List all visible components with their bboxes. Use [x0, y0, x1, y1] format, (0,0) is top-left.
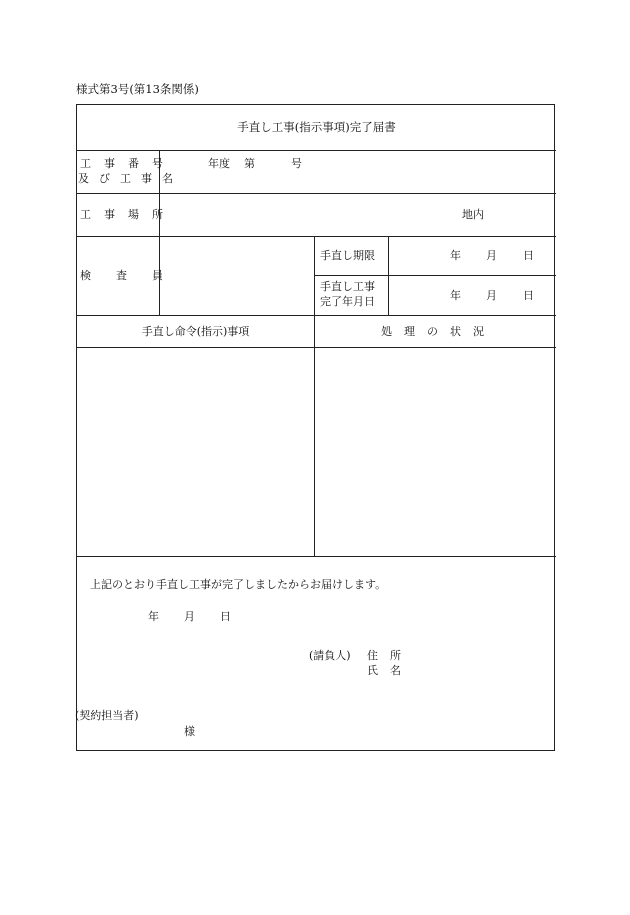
divider [77, 193, 556, 194]
statement-text: 上記のとおり手直し工事が完了しましたからお届けします。 [90, 578, 387, 591]
dai-text: 第 [244, 157, 255, 170]
divider [77, 347, 556, 348]
date-year: 年 [148, 610, 159, 623]
kensa-label: 検査員 [80, 269, 188, 282]
nendo-text: 年度 [208, 157, 230, 170]
koji-number-label: 工事番号 [80, 157, 176, 170]
divider [314, 236, 315, 556]
kanryo-label-1: 手直し工事 [320, 280, 375, 293]
form-title: 手直し工事(指示事項)完了届書 [237, 120, 396, 134]
kanryo-year: 年 [450, 289, 461, 302]
form-number: 様式第3号(第13条関係) [76, 82, 199, 96]
officer-label: (契約担当者) [75, 709, 139, 722]
address-label: 住所 [367, 649, 413, 662]
column-header-instructions: 手直し命令(指示)事項 [141, 325, 250, 338]
kigen-year: 年 [450, 249, 461, 262]
koji-name-label: 及び工事名 [78, 172, 183, 185]
divider [314, 275, 556, 276]
koji-basho-label: 工事場所 [80, 208, 176, 221]
divider [388, 236, 389, 315]
divider [77, 236, 556, 237]
completion-report-form [76, 104, 555, 751]
kanryo-label-2: 完了年月日 [320, 295, 375, 308]
kanryo-day: 日 [523, 289, 534, 302]
go-text: 号 [291, 157, 302, 170]
name-label: 氏名 [367, 664, 413, 677]
chinai-text: 地内 [462, 208, 484, 221]
date-day: 日 [220, 610, 231, 623]
divider [77, 315, 556, 316]
kanryo-month: 月 [486, 289, 497, 302]
kigen-day: 日 [523, 249, 534, 262]
kigen-month: 月 [486, 249, 497, 262]
kigen-label: 手直し期限 [320, 249, 375, 262]
date-month: 月 [184, 610, 195, 623]
divider [77, 150, 556, 151]
column-header-status: 処理の状況 [381, 325, 496, 338]
contractor-role: (請負人) [309, 649, 351, 662]
divider [77, 556, 556, 557]
sama-text: 様 [184, 725, 195, 738]
